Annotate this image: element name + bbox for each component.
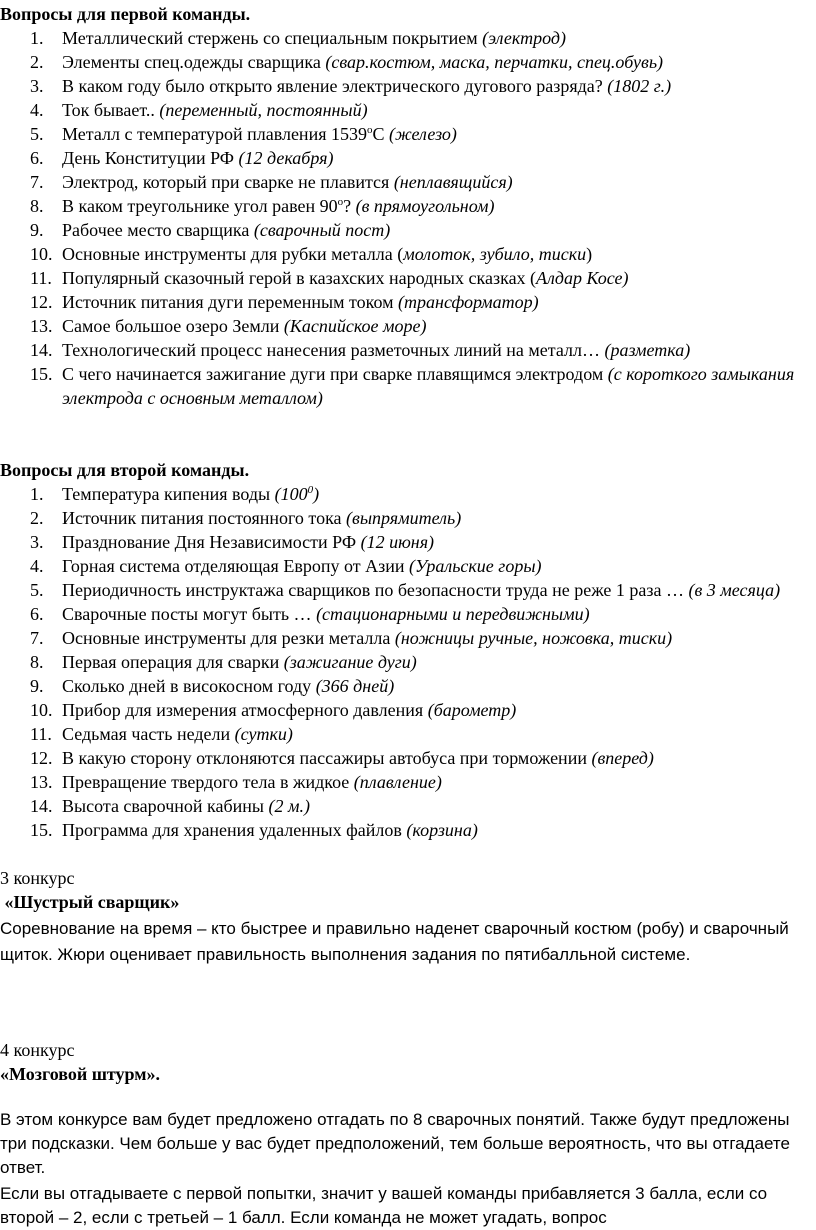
answer-text: (стационарными и передвижными) [316, 604, 590, 624]
item-number: 5. [30, 124, 44, 144]
list-item [0, 626, 812, 650]
list-item [0, 794, 812, 818]
answer-text: (переменный, постоянный) [159, 100, 368, 120]
item-number: 10. [30, 700, 53, 720]
answer-text: (зажигание дуги) [283, 652, 417, 672]
answer-text: (плавление) [353, 772, 442, 792]
question-text: Популярный сказочный герой в казахских народных сказках ( [62, 268, 537, 288]
answer-text: (железо) [389, 124, 457, 144]
item-number: 14. [30, 796, 53, 816]
question-text: Основные инструменты для резки металла [62, 628, 395, 648]
answer-text: (корзина) [406, 820, 478, 840]
list-item [0, 122, 812, 146]
question-text: Периодичность инструктажа сварщиков по безопасности труда не реже 1 раза … [62, 580, 689, 600]
degree-superscript: о [366, 124, 373, 136]
answer-text: (разметка) [604, 340, 691, 360]
item-number: 13. [30, 316, 53, 336]
question-text: Горная система отделяющая Европу от Азии [62, 556, 409, 576]
answer-text: ) [313, 484, 320, 504]
question-text: В каком треугольнике угол равен 90 [62, 196, 338, 216]
question-text: Празднование Дня Независимости РФ [62, 532, 361, 552]
question-text: С [372, 124, 389, 144]
item-number: 12. [30, 292, 53, 312]
list-item [0, 170, 812, 194]
contest3-title: «Шустрый сварщик» [0, 892, 180, 912]
item-number: 2. [30, 508, 44, 528]
question-text: Сварочные посты могут быть … [62, 604, 317, 624]
list-item [0, 602, 812, 626]
list-item [0, 50, 812, 74]
list-item [0, 554, 812, 578]
answer-text: (366 дней) [315, 676, 395, 696]
item-number: 4. [30, 100, 44, 120]
list-item [0, 362, 812, 410]
degree-superscript: 0 [307, 484, 314, 496]
question-text: Сколько дней в високосном году [62, 676, 316, 696]
list-item [0, 722, 812, 746]
answer-text: (сутки) [234, 724, 293, 744]
item-number: 11. [30, 268, 52, 288]
item-number: 13. [30, 772, 53, 792]
question-text: День Конституции РФ [62, 148, 239, 168]
question-text: Основные инструменты для рубки металла ( [62, 244, 404, 264]
list-item [0, 674, 812, 698]
question-text: С чего начинается зажигание дуги при сварке плавящимся электродом [62, 364, 608, 384]
item-number: 2. [30, 52, 44, 72]
list-item [0, 818, 812, 842]
list-item [0, 74, 812, 98]
answer-text: (в прямоугольном) [355, 196, 495, 216]
contest4-paragraph-2: Если вы отгадываете с первой попытки, значит у вашей команды прибавляется 3 балла, если со второй – 2, если с третьей – 1 балл. Если команда не может угадать, вопрос [0, 1184, 768, 1227]
question-text: ? [343, 196, 356, 216]
team2-heading: Вопросы для второй команды. [0, 460, 250, 480]
list-item [0, 194, 812, 218]
question-text: В какую сторону отклоняются пассажиры автобуса при торможении [62, 748, 592, 768]
item-number: 1. [30, 484, 44, 504]
answer-text: (барометр) [427, 700, 517, 720]
question-text: Ток бывает.. [62, 100, 160, 120]
item-number: 7. [30, 628, 44, 648]
item-number: 8. [30, 652, 44, 672]
list-item [0, 650, 812, 674]
answer-text: (в 3 месяца) [688, 580, 781, 600]
contest4-label: 4 конкурс [0, 1040, 75, 1060]
list-item [0, 98, 812, 122]
question-text: Элементы спец.одежды сварщика [62, 52, 326, 72]
question-text: Самое большое озеро Земли [62, 316, 284, 336]
question-text: В каком году было открыто явление электрического дугового разряда? [62, 76, 608, 96]
list-item [0, 746, 812, 770]
contest4-title: «Мозговой штурм». [0, 1064, 161, 1084]
item-number: 9. [30, 676, 44, 696]
item-number: 12. [30, 748, 53, 768]
question-text: Прибор для измерения атмосферного давления [62, 700, 428, 720]
answer-text: (свар.костюм, маска, перчатки, спец.обувь) [325, 52, 663, 72]
contest3-description: Соревнование на время – кто быстрее и правильно наденет сварочный костюм (робу) и сварочный щиток. Жюри оценивает правильность выполнения задания по пятибалльной системе. [0, 919, 789, 964]
answer-text: (трансформатор) [398, 292, 539, 312]
item-number: 3. [30, 532, 44, 552]
item-number: 4. [30, 556, 44, 576]
answer-text: (12 июня) [360, 532, 435, 552]
team1-heading: Вопросы для первой команды. [0, 4, 251, 24]
answer-text: (вперед) [591, 748, 654, 768]
answer-text: (электрод) [482, 28, 566, 48]
answer-text: (Каспийское море) [283, 316, 427, 336]
answer-text: (2 м.) [268, 796, 310, 816]
question-text: Превращение твердого тела в жидкое [62, 772, 354, 792]
item-number: 1. [30, 28, 44, 48]
list-item [0, 242, 812, 266]
item-number: 14. [30, 340, 53, 360]
question-text: Программа для хранения удаленных файлов [62, 820, 407, 840]
team1-question-list [0, 26, 812, 410]
list-item [0, 290, 812, 314]
question-text: Высота сварочной кабины [62, 796, 269, 816]
answer-text: (Уральские горы) [408, 556, 542, 576]
item-number: 6. [30, 604, 44, 624]
item-number: 15. [30, 820, 53, 840]
item-number: 7. [30, 172, 44, 192]
list-item [0, 146, 812, 170]
question-text: Электрод, который при сварке не плавится [62, 172, 394, 192]
item-number: 8. [30, 196, 44, 216]
answer-text: молоток, зубило, тиски [403, 244, 587, 264]
question-text: Металлический стержень со специальным покрытием [62, 28, 483, 48]
list-item [0, 218, 812, 242]
question-text: Первая операция для сварки [62, 652, 284, 672]
answer-text: Алдар Косе) [536, 268, 629, 288]
item-number: 3. [30, 76, 44, 96]
item-number: 15. [30, 364, 53, 384]
item-number: 11. [30, 724, 52, 744]
list-item [0, 698, 812, 722]
answer-text: (выпрямитель) [346, 508, 462, 528]
list-item [0, 26, 812, 50]
list-item [0, 266, 812, 290]
team2-question-list [0, 482, 812, 842]
item-number: 10. [30, 244, 53, 264]
question-text: Температура кипения воды [62, 484, 275, 504]
question-text: Металл с температурой плавления 1539 [62, 124, 367, 144]
question-text: Рабочее место сварщика [62, 220, 254, 240]
question-text: Седьмая часть недели [62, 724, 235, 744]
question-text: Технологический процесс нанесения разметочных линий на металл… [62, 340, 605, 360]
question-text: ) [586, 244, 593, 264]
question-text: Источник питания дуги переменным током [62, 292, 399, 312]
list-item [0, 482, 812, 506]
degree-superscript: о [337, 196, 344, 208]
answer-text: (100 [274, 484, 308, 504]
list-item [0, 338, 812, 362]
list-item [0, 578, 812, 602]
list-item [0, 506, 812, 530]
answer-text: (12 декабря) [238, 148, 334, 168]
contest3-label: 3 конкурс [0, 868, 75, 888]
item-number: 9. [30, 220, 44, 240]
list-item [0, 770, 812, 794]
list-item [0, 314, 812, 338]
answer-text: (1802 г.) [607, 76, 672, 96]
question-text: Источник питания постоянного тока [62, 508, 347, 528]
answer-text: (неплавящийся) [393, 172, 513, 192]
answer-text: (ножницы ручные, ножовка, тиски) [394, 628, 673, 648]
list-item [0, 530, 812, 554]
item-number: 5. [30, 580, 44, 600]
answer-text: (с короткого замыкания электрода с основным металлом) [62, 364, 795, 408]
answer-text: (сварочный пост) [253, 220, 391, 240]
item-number: 6. [30, 148, 44, 168]
contest4-paragraph-1: В этом конкурсе вам будет предложено отгадать по 8 сварочных понятий. Также будут предложены три подсказки. Чем больше у вас будет предположений, тем больше вероятность, что вы отгадаете ответ. [0, 1110, 790, 1177]
